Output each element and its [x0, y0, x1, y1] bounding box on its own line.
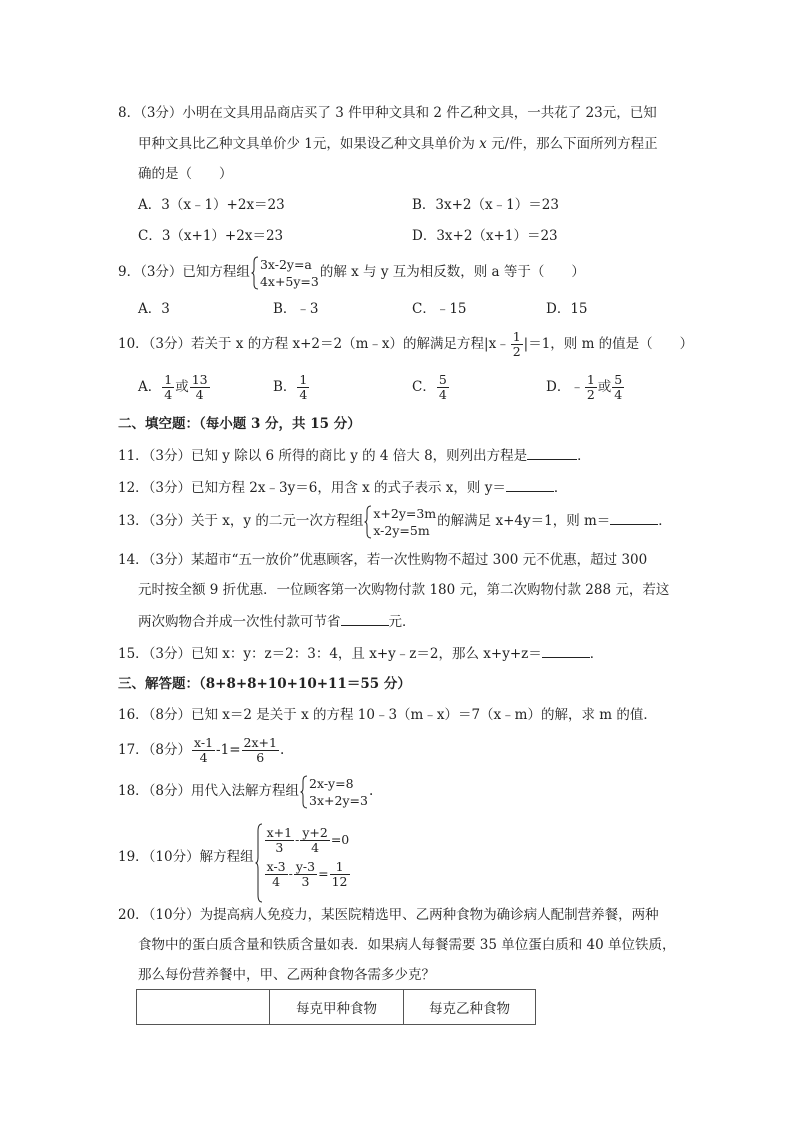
answer-blank[interactable] [542, 643, 590, 658]
q18-prefix: 18．（8分）用代入法解方程组 [118, 783, 300, 799]
frac-num: 1 [586, 372, 595, 387]
q9-option-d: D．15 [546, 301, 588, 317]
frac-den: 2 [586, 387, 595, 402]
nutrition-table [136, 989, 536, 1025]
fraction [294, 860, 317, 889]
frac-den: 4 [272, 874, 281, 889]
q13-line [118, 503, 672, 539]
frac-num: x-1 [194, 735, 214, 750]
q10-fraction [511, 330, 523, 359]
q19-system [255, 823, 351, 892]
answer-blank[interactable] [527, 445, 577, 460]
frac-num: x+1 [266, 825, 293, 840]
frac-den: 6 [256, 750, 265, 765]
q11-end: ． [577, 448, 591, 464]
q10-option-a [138, 370, 211, 404]
frac-den: 4 [438, 387, 447, 402]
q8-line3: 确的是（ ） [138, 166, 233, 182]
brace-icon [251, 256, 259, 290]
frac-num: 1 [330, 860, 350, 875]
q15-line [118, 643, 603, 664]
q11-text: 11．（3分）已知 y 除以 6 所得的商比 y 的 4 倍大 8，则列出方程是 [118, 448, 528, 464]
fraction [192, 736, 215, 765]
option-label: B． [273, 379, 297, 395]
or-text: 或 [175, 379, 189, 395]
frac-num: 2x+1 [243, 735, 277, 750]
q13-eq2: x-2y=5m [373, 522, 430, 538]
fraction [242, 736, 279, 765]
q13-eq1: x+2y=3m [373, 505, 437, 521]
q13-end: ． [658, 513, 672, 529]
frac-den: 12 [331, 874, 348, 889]
q18-eq2: 3x+2y=3 [309, 792, 368, 808]
q9-eq2: 4x+5y=3 [259, 273, 319, 289]
fraction [297, 373, 309, 402]
q13-suffix: 的解满足 x+4y＝1，则 m＝ [437, 513, 611, 529]
frac-num: 1 [512, 329, 521, 344]
frac-num: y+2 [302, 825, 328, 840]
brace-icon [255, 823, 263, 903]
q17-mid: -1= [216, 742, 241, 758]
q10-option-d [546, 370, 625, 404]
q20-line3: 那么每份营养餐中，甲、乙两种食物各需多少克？ [138, 967, 435, 983]
answer-blank[interactable] [341, 611, 389, 626]
q10-option-c [412, 370, 450, 404]
q12-line [118, 477, 567, 498]
brace-icon [364, 505, 372, 539]
q19-row1 [264, 826, 351, 855]
q17-line [118, 733, 284, 767]
q19-line [118, 815, 352, 899]
q18-line [118, 773, 373, 809]
fraction [585, 373, 597, 402]
fraction [265, 826, 294, 855]
q11-line [118, 445, 591, 466]
q12-end: ． [553, 480, 568, 496]
q9-option-a: A．3 [138, 301, 170, 317]
option-label: C． [412, 379, 436, 395]
fraction [330, 860, 350, 889]
operator: = [318, 866, 329, 881]
q15-end: ． [589, 646, 604, 662]
q8-option-d: D．3x+2（x+1）＝23 [412, 228, 558, 244]
q8-line2 [138, 134, 658, 154]
table-header-cell: 每克乙种食物 [404, 990, 536, 1025]
q18-end: . [368, 783, 374, 799]
brace-icon [300, 775, 308, 809]
fraction [265, 860, 288, 889]
q18-eq1: 2x-y=8 [309, 775, 354, 791]
operator: - [295, 832, 300, 847]
q20-line1: 20．（10分）为提高病人免疫力，某医院精选甲、乙两种食物为确诊病人配制营养餐，两种 [118, 907, 659, 923]
q8-text-a: 甲种文具比乙种文具单价少 1元，如果设乙种文具单价为 [138, 136, 480, 152]
q20-line2: 食物中的蛋白质含量和铁质含量如表．如果病人每餐需要 35 单位蛋白质和 40 单位铁质， [138, 937, 676, 953]
q14-line2: 元时按全额 9 折优惠．一位顾客第一次购物付款 180 元，第二次购物付款 288 元，若这 [138, 582, 670, 598]
q18-system [300, 775, 368, 809]
frac-den: 3 [275, 840, 284, 855]
q17-prefix: 17．（8分） [118, 742, 192, 758]
frac-num: 5 [614, 372, 623, 387]
option-label: A． [138, 379, 162, 395]
fraction [300, 826, 330, 855]
q8-option-a: A．3（x﹣1）+2x＝23 [138, 197, 285, 213]
fraction [612, 373, 624, 402]
q8-var: x [479, 136, 487, 152]
q9-option-c: C．﹣15 [412, 301, 467, 317]
q9-eq1: 3x-2y=a [259, 256, 312, 272]
frac-den: 4 [164, 387, 173, 402]
q14-text: 两次购物合并成一次性付款可节省 [138, 614, 341, 630]
q13-system [364, 505, 436, 539]
frac-den: 4 [299, 387, 308, 402]
section-fill-in-title: 二、填空题：（每小题 3 分，共 15 分） [118, 416, 361, 432]
q9-suffix: 的解 x 与 y 互为相反数，则 a 等于（ ） [319, 264, 585, 280]
q19-r1-end: =0 [330, 832, 350, 847]
q14-line1: 14．（3分）某超市“五一放价”优惠顾客，若一次性购物不超过 300 元不优惠，超过 300 [118, 552, 648, 568]
operator: - [288, 866, 293, 881]
q17-end: . [279, 742, 285, 758]
frac-den: 2 [512, 344, 521, 359]
frac-num: 5 [438, 372, 447, 387]
frac-num: 1 [164, 372, 173, 387]
q10-prefix: 10．（3分）若关于 x 的方程 x+2＝2（m﹣x）的解满足方程|x﹣ [118, 336, 510, 352]
answer-blank[interactable] [506, 477, 554, 492]
q19-row2 [264, 860, 351, 889]
q16-line: 16．（8分）已知 x＝2 是关于 x 的方程 10﹣3（m﹣x）＝7（x﹣m）的解，求 m 的值． [118, 707, 657, 723]
q12-text: 12．（3分）已知方程 2x﹣3y＝6，用含 x 的式子表示 x，则 y＝ [118, 480, 506, 496]
fraction [162, 373, 174, 402]
q14-end: 元． [388, 614, 416, 630]
q9-system [251, 256, 319, 290]
section-solve-title: 三、解答题：（8+8+8+10+10+11＝55 分） [118, 676, 411, 692]
frac-num: 13 [191, 372, 208, 387]
q10-line [118, 327, 693, 361]
frac-den: 3 [301, 874, 310, 889]
frac-den: 4 [614, 387, 623, 402]
frac-den: 4 [195, 387, 204, 402]
table-header-row [137, 990, 536, 1025]
frac-den: 4 [199, 750, 208, 765]
q15-text: 15．（3分）已知 x：y：z＝2：3：4，且 x+y﹣z＝2，那么 x+y+z＝ [118, 646, 542, 662]
q9-option-b: B．﹣3 [273, 301, 319, 317]
table-header-cell: 每克甲种食物 [270, 990, 404, 1025]
q9-line [118, 254, 585, 290]
q10-option-b [273, 370, 310, 404]
q8-option-b: B．3x+2（x﹣1）＝23 [412, 197, 559, 213]
frac-num: y-3 [295, 859, 316, 874]
q14-line3 [138, 611, 416, 632]
q8-option-c: C．3（x+1）+2x＝23 [138, 228, 284, 244]
fraction [190, 373, 210, 402]
table-header-cell [137, 990, 270, 1025]
or-text: 或 [597, 379, 612, 395]
q8-text-b: 元/件，那么下面所列方程正 [486, 136, 658, 152]
fraction [437, 373, 449, 402]
q10-suffix: |＝1，则 m 的值是（ ） [523, 336, 694, 352]
q8-line1: 8．（3分）小明在文具用品商店买了 3 件甲种文具和 2 件乙种文具，一共花了 23元，已知 [118, 105, 657, 121]
answer-blank[interactable] [610, 510, 658, 525]
frac-den: 4 [311, 840, 320, 855]
frac-num: 1 [299, 372, 308, 387]
q13-prefix: 13．（3分）关于 x，y 的二元一次方程组 [118, 513, 364, 529]
q19-prefix: 19．（10分）解方程组 [118, 849, 254, 865]
option-label: D．﹣ [546, 379, 584, 395]
q9-prefix: 9．（3分）已知方程组 [118, 264, 250, 280]
frac-num: x-3 [266, 859, 286, 874]
